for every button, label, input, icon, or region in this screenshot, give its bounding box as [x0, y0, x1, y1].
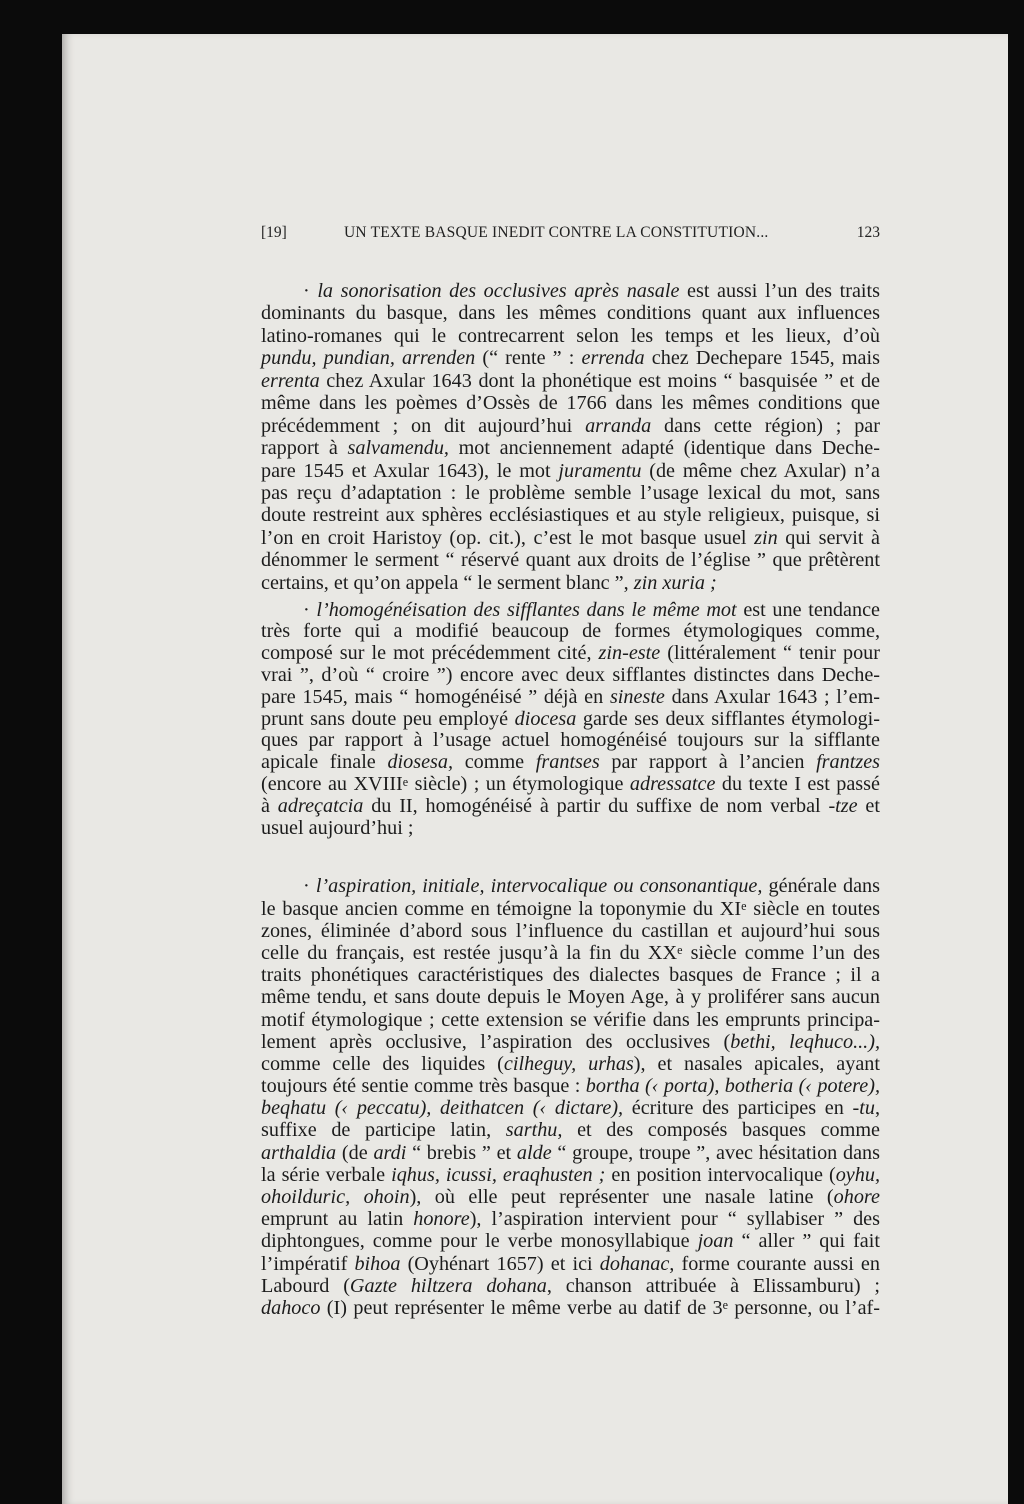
italic-term: arthaldia	[261, 1141, 337, 1164]
italic-term: -tu	[852, 1097, 875, 1120]
text-line	[261, 621, 880, 643]
text-run: (littéralement “ tenir pour	[660, 642, 880, 665]
text-run: très forte qui a modifié beaucoup de formes étymologiques comme,	[261, 620, 880, 643]
text-run: Labourd (	[261, 1274, 350, 1297]
italic-term: dohanac,	[599, 1252, 675, 1275]
text-run: l’on en croit Haristoy (op. cit.), c’est le mot basque usuel	[261, 526, 755, 549]
text-line	[261, 415, 880, 437]
text-run: “ brebis ” et	[406, 1141, 517, 1164]
text-line	[261, 392, 880, 414]
text-run: précédemment ; on dit aujourd’hui	[261, 414, 586, 437]
superscript: e	[677, 942, 683, 957]
italic-term: arranda	[585, 414, 652, 437]
text-line	[261, 370, 880, 392]
text-line	[261, 898, 880, 920]
text-line	[261, 1230, 880, 1252]
text-run: dominants du basque, dans les mêmes conditions quant aux influences	[261, 302, 880, 325]
text-line	[261, 875, 880, 897]
text-run: du texte I est passé	[715, 773, 880, 795]
text-run: par rapport à l’ancien	[599, 751, 817, 774]
text-run: du II, homogénéisé à partir du suffixe de nom verbal	[363, 794, 829, 817]
text-run: et des composés basques comme	[562, 1119, 880, 1142]
text-line	[261, 460, 880, 482]
text-run: zones, éliminée d’abord sous l’influence du castillan et aujourd’hui sous	[261, 919, 880, 942]
text-line	[261, 1297, 880, 1319]
italic-term: oyhu,	[835, 1163, 880, 1186]
text-run: ), où elle peut représenter une nasale latine (	[409, 1186, 834, 1209]
running-title: UN TEXTE BASQUE INEDIT CONTRE LA CONSTITUTION...	[344, 224, 769, 241]
text-run: (de même chez Axular) n’a	[641, 459, 880, 482]
page-number: 123	[856, 224, 880, 241]
text-run: qui servit à	[777, 526, 880, 549]
section-reference: [19]	[261, 224, 287, 241]
text-run: ), et nasales apicales, ayant	[633, 1052, 881, 1075]
text-line	[261, 437, 880, 459]
text-run: ·	[303, 875, 316, 898]
text-run: suffixe de participe latin,	[261, 1119, 506, 1142]
italic-term: pundu, pundian, arrenden	[261, 347, 476, 370]
text-run: composé sur le mot précédemment cité,	[261, 642, 599, 665]
text-run: personne, ou l’af-	[728, 1296, 880, 1319]
text-run: mot anciennement adapté (identique dans Deche-	[448, 437, 880, 460]
text-run: la série verbale	[261, 1163, 392, 1186]
italic-term: frantzes	[816, 751, 881, 774]
text-line	[261, 482, 880, 504]
text-run: générale dans	[762, 875, 880, 898]
italic-term: diocesa	[514, 707, 577, 730]
italic-term: bihoa	[354, 1252, 401, 1275]
text-line	[261, 730, 880, 752]
text-run: traits phonétiques caractéristiques des dialectes basques de France ; il a	[261, 964, 880, 987]
text-run: toujours été sentie comme très basque :	[261, 1075, 586, 1098]
text-run: siècle comme l’un des	[682, 941, 880, 964]
text-run: “ aller ” qui fait	[733, 1230, 880, 1253]
text-line	[261, 572, 880, 594]
text-line	[261, 986, 880, 1008]
italic-term: la sonorisation des occlusives après nasale	[317, 280, 680, 302]
text-run: prunt sans doute peu employé	[261, 707, 515, 730]
text-run: lement après occlusive, l’aspiration des occlusives (	[261, 1030, 731, 1053]
text-line	[261, 709, 880, 731]
text-line	[261, 752, 880, 774]
text-run: forme courante aussi en	[674, 1252, 880, 1275]
text-run: (“ rente ” :	[475, 347, 582, 370]
text-run: est une tendance	[736, 598, 880, 621]
text-run: , chanson attribuée à Elissamburu) ;	[546, 1274, 880, 1297]
text-run: même dans les poèmes d’Ossès de 1766 dans les mêmes conditions que	[261, 392, 880, 415]
italic-term: diosesa,	[387, 751, 454, 774]
text-run: comme celle des liquides (	[261, 1052, 504, 1075]
italic-term: sineste	[609, 685, 665, 708]
text-run: ,	[874, 1097, 880, 1120]
italic-term: adressatce	[629, 773, 716, 795]
italic-term: errenda	[581, 347, 645, 370]
italic-term: beqhatu (‹ peccatu), deithatcen (‹ dictare),	[261, 1097, 624, 1120]
italic-term: frantses	[535, 751, 600, 774]
text-run: chez Dechepare 1545, mais	[644, 347, 880, 370]
text-line	[261, 600, 880, 622]
text-line	[261, 1253, 880, 1275]
italic-term: joan	[697, 1230, 734, 1253]
text-line	[261, 1186, 880, 1208]
text-line	[261, 347, 880, 369]
italic-term: l’homogénéisation des sifflantes dans le même mot	[316, 598, 737, 621]
text-run: motif étymologique ; cette extension se vérifie dans les emprunts principa-	[261, 1008, 880, 1031]
text-run: l’impératif	[261, 1252, 355, 1275]
text-line	[261, 1031, 880, 1053]
superscript: e	[741, 898, 747, 913]
italic-term: cilheguy, urhas	[503, 1052, 634, 1075]
text-run: diphtongues, comme pour le verbe monosyllabique	[261, 1230, 698, 1253]
text-run: apicale finale	[261, 751, 388, 774]
italic-term: ohoilduric, ohoin	[261, 1186, 410, 1209]
italic-term: honore	[413, 1208, 470, 1231]
italic-term: ardi	[373, 1141, 407, 1164]
text-run: dénommer le serment “ réservé quant aux droits de l’église ” que prêtèrent	[261, 549, 880, 572]
text-line	[261, 1164, 880, 1186]
text-line	[261, 818, 880, 840]
text-run: latino-romanes qui le contrecarrent selon les temps et les lieux, d’où	[261, 324, 880, 347]
text-run: garde ses deux sifflantes étymologi-	[576, 707, 880, 730]
italic-term: bethi, leqhuco...),	[730, 1030, 880, 1053]
text-line	[261, 796, 880, 818]
italic-term: ohore	[833, 1186, 880, 1209]
text-run: siècle) ; un étymologique	[408, 773, 630, 795]
text-run: celle du français, est restée jusqu’à la fin du XX	[261, 941, 678, 964]
text-line	[261, 1053, 880, 1075]
italic-term: zin-este	[598, 642, 661, 665]
italic-term: alde	[516, 1141, 552, 1164]
text-run: en position intervocalique (	[605, 1163, 836, 1186]
text-run: dans cette région) ; par	[651, 414, 880, 437]
text-run: (I) peut représenter le même verbe au datif de 3	[320, 1296, 723, 1319]
text-line	[261, 1142, 880, 1164]
text-line	[261, 504, 880, 526]
italic-term: errenta	[261, 369, 320, 392]
text-line	[261, 302, 880, 324]
italic-term: juramentu	[558, 459, 642, 482]
text-line	[261, 920, 880, 942]
text-run: rapport à	[261, 437, 348, 460]
text-line	[261, 1208, 880, 1230]
text-run: “ groupe, troupe ”, avec hésitation dans	[551, 1141, 881, 1164]
text-run: pare 1545, mais “ homogénéisé ” déjà en	[261, 685, 610, 708]
text-line	[261, 280, 880, 302]
text-line	[261, 665, 880, 687]
text-run: ), l’aspiration intervient pour “ syllabiser ” des	[469, 1208, 880, 1231]
text-run: siècle en toutes	[746, 897, 880, 920]
text-run: et	[857, 794, 880, 817]
text-run: est aussi l’un des traits	[679, 280, 880, 302]
text-run: même tendu, et sans doute depuis le Moyen Age, à y proliférer sans aucun	[261, 986, 880, 1009]
text-run: à	[261, 794, 278, 817]
italic-term: l’aspiration, initiale, intervocalique ou consonantique,	[315, 875, 763, 898]
text-run: (Oyhénart 1657) et ici	[400, 1252, 600, 1275]
italic-term: sarthu,	[505, 1119, 563, 1142]
text-run: (encore au XVIII	[261, 773, 403, 795]
text-run: comme	[453, 751, 536, 774]
text-run: doute restreint aux sphères ecclésiastiques et au style religieux, puisque, si	[261, 504, 880, 527]
book-page	[62, 34, 1008, 1504]
text-line	[261, 549, 880, 571]
text-line	[261, 942, 880, 964]
text-run: dans Axular 1643 ; l’em-	[664, 685, 880, 708]
text-run: chez Axular 1643 dont la phonétique est moins “ basquisée ” et de	[319, 369, 880, 392]
text-line	[261, 1075, 880, 1097]
text-run: emprunt au latin	[261, 1208, 414, 1231]
text-line	[261, 527, 880, 549]
text-run: ·	[303, 280, 318, 302]
text-run: usuel aujourd’hui ;	[261, 816, 414, 839]
italic-term: dahoco	[261, 1296, 321, 1319]
italic-term: -tze	[828, 794, 858, 817]
text-run: pas reçu d’adaptation : le problème semble l’usage lexical du mot, sans	[261, 481, 880, 504]
italic-term: iqhus, icussi, eraqhusten ;	[391, 1163, 606, 1186]
paragraph	[261, 280, 880, 594]
text-line	[261, 1119, 880, 1141]
text-run: écriture des participes en	[623, 1097, 853, 1120]
text-line	[261, 1097, 880, 1119]
text-run: ques par rapport à l’usage actuel homogénéisé toujours sur la sifflante	[261, 729, 880, 752]
body-text	[261, 280, 880, 1319]
text-line	[261, 774, 880, 796]
text-run: le basque ancien comme en témoigne la toponymie du XI	[261, 897, 742, 920]
text-run: pare 1545 et Axular 1643), le mot	[261, 459, 559, 482]
superscript: e	[402, 775, 409, 789]
text-line	[261, 325, 880, 347]
superscript: e	[722, 1297, 729, 1312]
running-header	[261, 224, 880, 246]
text-line	[261, 687, 880, 709]
text-line	[261, 643, 880, 665]
italic-term: bortha (‹ porta), botheria (‹ potere),	[585, 1075, 880, 1098]
text-line	[261, 964, 880, 986]
italic-term: salvamendu,	[347, 437, 449, 460]
text-run: (de	[336, 1141, 374, 1164]
text-run: ·	[303, 598, 317, 621]
italic-term: adreçatcia	[277, 794, 364, 817]
text-run: certains, et qu’on appela “ le serment blanc ”,	[261, 571, 634, 594]
italic-term: zin	[754, 526, 778, 549]
paragraph	[261, 875, 880, 1319]
italic-term: zin xuria ;	[633, 571, 717, 594]
text-line	[261, 1275, 880, 1297]
italic-term: Gazte hiltzera dohana	[349, 1274, 547, 1297]
text-line	[261, 1009, 880, 1031]
paragraph	[261, 600, 880, 840]
text-run: vrai ”, d’où “ croire ”) encore avec deux sifflantes distinctes dans Deche-	[261, 664, 880, 687]
